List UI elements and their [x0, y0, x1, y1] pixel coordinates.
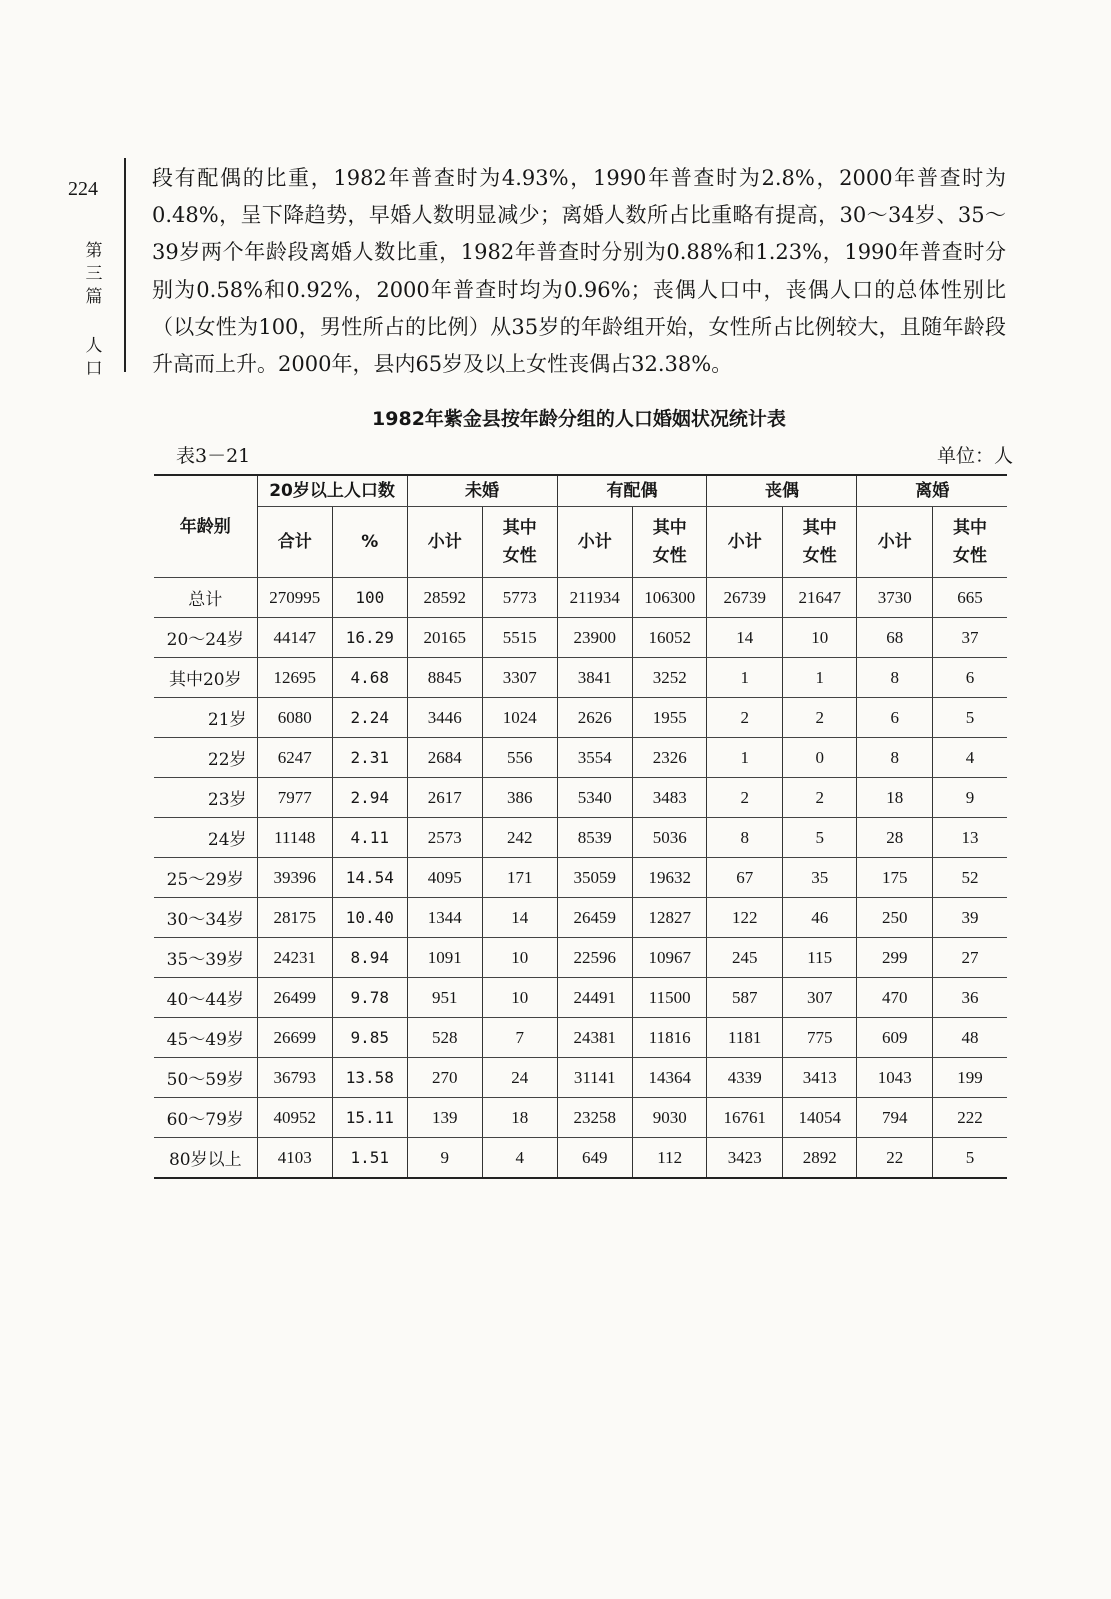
widowed-female-cell: 3413 [782, 1058, 856, 1098]
total-cell: 6080 [257, 698, 333, 738]
table-row [154, 1098, 1007, 1138]
married-female-cell: 10967 [633, 938, 707, 978]
age-cell: 35～39岁 [154, 938, 257, 978]
divorced-cell: 68 [857, 618, 933, 658]
marriage-status-table [154, 474, 1007, 1179]
header-widowed-female: 其中 女性 [782, 507, 856, 578]
total-cell: 26699 [257, 1018, 333, 1058]
percent-cell: 4.11 [333, 818, 407, 858]
percent-cell: 16.29 [333, 618, 407, 658]
percent-cell: 9.78 [333, 978, 407, 1018]
unmarried-cell: 20165 [407, 618, 483, 658]
unmarried-female-cell: 24 [483, 1058, 557, 1098]
percent-cell: 2.31 [333, 738, 407, 778]
divorced-cell: 794 [857, 1098, 933, 1138]
widowed-cell: 245 [707, 938, 783, 978]
widowed-cell: 3423 [707, 1138, 783, 1179]
divorced-cell: 250 [857, 898, 933, 938]
divorced-cell: 299 [857, 938, 933, 978]
widowed-female-cell: 2892 [782, 1138, 856, 1179]
unmarried-cell: 3446 [407, 698, 483, 738]
divorced-cell: 175 [857, 858, 933, 898]
header-unmarried-female: 其中 女性 [483, 507, 557, 578]
table-unit: 单位：人 [936, 445, 1013, 467]
table-row [154, 858, 1007, 898]
divorced-cell: 1043 [857, 1058, 933, 1098]
table-row [154, 578, 1007, 618]
age-cell: 24岁 [154, 818, 257, 858]
header-divorced-subtotal: 小计 [857, 507, 933, 578]
married-female-cell: 1955 [633, 698, 707, 738]
married-cell: 23258 [557, 1098, 633, 1138]
table-row [154, 738, 1007, 778]
divorced-female-cell: 222 [932, 1098, 1007, 1138]
widowed-cell: 14 [707, 618, 783, 658]
unmarried-cell: 1344 [407, 898, 483, 938]
age-cell: 22岁 [154, 738, 257, 778]
section-label [84, 240, 104, 381]
widowed-female-cell: 10 [782, 618, 856, 658]
married-female-cell: 9030 [633, 1098, 707, 1138]
divorced-female-cell: 5 [932, 1138, 1007, 1179]
age-cell: 25～29岁 [154, 858, 257, 898]
divorced-female-cell: 9 [932, 778, 1007, 818]
margin-rule [124, 158, 126, 372]
divorced-female-cell: 37 [932, 618, 1007, 658]
header-percent: % [333, 507, 407, 578]
married-cell: 35059 [557, 858, 633, 898]
unmarried-female-cell: 4 [483, 1138, 557, 1179]
total-cell: 28175 [257, 898, 333, 938]
unmarried-cell: 2684 [407, 738, 483, 778]
widowed-cell: 4339 [707, 1058, 783, 1098]
table-row [154, 698, 1007, 738]
married-female-cell: 14364 [633, 1058, 707, 1098]
unmarried-female-cell: 10 [483, 978, 557, 1018]
unmarried-cell: 8845 [407, 658, 483, 698]
widowed-cell: 1181 [707, 1018, 783, 1058]
age-cell: 80岁以上 [154, 1138, 257, 1179]
married-cell: 211934 [557, 578, 633, 618]
table-row [154, 898, 1007, 938]
unmarried-cell: 2573 [407, 818, 483, 858]
age-cell: 23岁 [154, 778, 257, 818]
divorced-female-cell: 665 [932, 578, 1007, 618]
header-total: 合计 [257, 507, 333, 578]
divorced-cell: 3730 [857, 578, 933, 618]
unmarried-female-cell: 10 [483, 938, 557, 978]
married-cell: 31141 [557, 1058, 633, 1098]
percent-cell: 15.11 [333, 1098, 407, 1138]
widowed-cell: 26739 [707, 578, 783, 618]
unmarried-female-cell: 556 [483, 738, 557, 778]
unmarried-female-cell: 242 [483, 818, 557, 858]
unmarried-female-cell: 3307 [483, 658, 557, 698]
unmarried-cell: 2617 [407, 778, 483, 818]
unmarried-cell: 28592 [407, 578, 483, 618]
married-cell: 24381 [557, 1018, 633, 1058]
widowed-female-cell: 0 [782, 738, 856, 778]
unmarried-cell: 1091 [407, 938, 483, 978]
table-row [154, 978, 1007, 1018]
unmarried-female-cell: 171 [483, 858, 557, 898]
header-divorced-female: 其中 女性 [932, 507, 1007, 578]
total-cell: 40952 [257, 1098, 333, 1138]
percent-cell: 1.51 [333, 1138, 407, 1179]
widowed-cell: 587 [707, 978, 783, 1018]
percent-cell: 13.58 [333, 1058, 407, 1098]
married-female-cell: 19632 [633, 858, 707, 898]
divorced-cell: 6 [857, 698, 933, 738]
percent-cell: 10.40 [333, 898, 407, 938]
table-body [154, 578, 1007, 1179]
table-row [154, 938, 1007, 978]
total-cell: 26499 [257, 978, 333, 1018]
age-cell: 60～79岁 [154, 1098, 257, 1138]
table-number: 表3－21 [176, 445, 251, 467]
total-cell: 12695 [257, 658, 333, 698]
total-cell: 7977 [257, 778, 333, 818]
unmarried-female-cell: 7 [483, 1018, 557, 1058]
header-divorced-group: 离婚 [857, 475, 1007, 507]
divorced-female-cell: 48 [932, 1018, 1007, 1058]
header-unmarried-group: 未婚 [407, 475, 557, 507]
unmarried-cell: 9 [407, 1138, 483, 1179]
divorced-cell: 22 [857, 1138, 933, 1179]
percent-cell: 14.54 [333, 858, 407, 898]
unmarried-cell: 139 [407, 1098, 483, 1138]
divorced-female-cell: 199 [932, 1058, 1007, 1098]
divorced-female-cell: 5 [932, 698, 1007, 738]
married-cell: 26459 [557, 898, 633, 938]
married-cell: 23900 [557, 618, 633, 658]
total-cell: 11148 [257, 818, 333, 858]
married-cell: 24491 [557, 978, 633, 1018]
married-female-cell: 112 [633, 1138, 707, 1179]
chapter-name: 人口 [85, 336, 103, 379]
age-cell: 其中20岁 [154, 658, 257, 698]
age-cell: 20～24岁 [154, 618, 257, 658]
table-row [154, 778, 1007, 818]
total-cell: 39396 [257, 858, 333, 898]
age-cell: 40～44岁 [154, 978, 257, 1018]
unmarried-cell: 951 [407, 978, 483, 1018]
married-cell: 2626 [557, 698, 633, 738]
percent-cell: 2.94 [333, 778, 407, 818]
header-widowed-group: 丧偶 [707, 475, 857, 507]
married-female-cell: 16052 [633, 618, 707, 658]
unmarried-female-cell: 18 [483, 1098, 557, 1138]
widowed-female-cell: 775 [782, 1018, 856, 1058]
widowed-cell: 1 [707, 658, 783, 698]
widowed-female-cell: 35 [782, 858, 856, 898]
header-population-group: 20岁以上人口数 [257, 475, 407, 507]
percent-cell: 100 [333, 578, 407, 618]
page-number: 224 [68, 178, 98, 200]
married-female-cell: 3252 [633, 658, 707, 698]
header-age: 年龄别 [154, 475, 257, 578]
table-row [154, 1058, 1007, 1098]
widowed-cell: 2 [707, 778, 783, 818]
percent-cell: 2.24 [333, 698, 407, 738]
widowed-female-cell: 5 [782, 818, 856, 858]
married-female-cell: 11816 [633, 1018, 707, 1058]
table-row [154, 1018, 1007, 1058]
section-name: 第三篇 [85, 241, 103, 307]
divorced-female-cell: 52 [932, 858, 1007, 898]
header-married-female: 其中 女性 [633, 507, 707, 578]
divorced-female-cell: 39 [932, 898, 1007, 938]
age-cell: 30～34岁 [154, 898, 257, 938]
divorced-cell: 8 [857, 738, 933, 778]
widowed-female-cell: 307 [782, 978, 856, 1018]
total-cell: 6247 [257, 738, 333, 778]
widowed-female-cell: 46 [782, 898, 856, 938]
widowed-cell: 2 [707, 698, 783, 738]
age-cell: 45～49岁 [154, 1018, 257, 1058]
widowed-female-cell: 2 [782, 698, 856, 738]
divorced-cell: 18 [857, 778, 933, 818]
table-header [154, 475, 1007, 578]
unmarried-female-cell: 386 [483, 778, 557, 818]
table-row [154, 618, 1007, 658]
married-cell: 8539 [557, 818, 633, 858]
married-cell: 3554 [557, 738, 633, 778]
unmarried-female-cell: 14 [483, 898, 557, 938]
widowed-female-cell: 21647 [782, 578, 856, 618]
married-female-cell: 3483 [633, 778, 707, 818]
widowed-cell: 1 [707, 738, 783, 778]
table-row [154, 1138, 1007, 1179]
widowed-female-cell: 2 [782, 778, 856, 818]
widowed-cell: 16761 [707, 1098, 783, 1138]
divorced-cell: 609 [857, 1018, 933, 1058]
married-cell: 649 [557, 1138, 633, 1179]
divorced-cell: 470 [857, 978, 933, 1018]
married-female-cell: 11500 [633, 978, 707, 1018]
unmarried-cell: 4095 [407, 858, 483, 898]
divorced-cell: 28 [857, 818, 933, 858]
divorced-female-cell: 4 [932, 738, 1007, 778]
married-cell: 22596 [557, 938, 633, 978]
unmarried-female-cell: 5773 [483, 578, 557, 618]
age-cell: 总计 [154, 578, 257, 618]
divorced-female-cell: 6 [932, 658, 1007, 698]
widowed-female-cell: 14054 [782, 1098, 856, 1138]
total-cell: 36793 [257, 1058, 333, 1098]
married-female-cell: 5036 [633, 818, 707, 858]
married-female-cell: 2326 [633, 738, 707, 778]
total-cell: 44147 [257, 618, 333, 658]
divorced-cell: 8 [857, 658, 933, 698]
unmarried-cell: 528 [407, 1018, 483, 1058]
table-row [154, 658, 1007, 698]
header-married-subtotal: 小计 [557, 507, 633, 578]
divorced-female-cell: 36 [932, 978, 1007, 1018]
married-female-cell: 12827 [633, 898, 707, 938]
age-cell: 50～59岁 [154, 1058, 257, 1098]
widowed-cell: 67 [707, 858, 783, 898]
total-cell: 24231 [257, 938, 333, 978]
divorced-female-cell: 27 [932, 938, 1007, 978]
total-cell: 4103 [257, 1138, 333, 1179]
header-married-group: 有配偶 [557, 475, 707, 507]
total-cell: 270995 [257, 578, 333, 618]
body-paragraph: 段有配偶的比重，1982年普查时为4.93%，1990年普查时为2.8%，2000年普查时为0.48%，呈下降趋势，早婚人数明显减少；离婚人数所占比重略有提高，30～34岁、35～39岁两个年龄段离婚人数比重，1982年普查时分别为0.88%和1.23%，1990年普查时分别为0.58%和0.92%，2000年普查时均为0.96%；丧偶人口中，丧偶人口的总体性别比（以女性为100，男性所占的比例）从35岁的年龄组开始，女性所占比例较大，且随年龄段升高而上升。2000年，县内65岁及以上女性丧偶占32.38%。 [152, 166, 1006, 377]
married-cell: 3841 [557, 658, 633, 698]
widowed-female-cell: 1 [782, 658, 856, 698]
married-female-cell: 106300 [633, 578, 707, 618]
header-unmarried-subtotal: 小计 [407, 507, 483, 578]
unmarried-cell: 270 [407, 1058, 483, 1098]
percent-cell: 4.68 [333, 658, 407, 698]
widowed-cell: 8 [707, 818, 783, 858]
table-row [154, 818, 1007, 858]
percent-cell: 8.94 [333, 938, 407, 978]
widowed-female-cell: 115 [782, 938, 856, 978]
unmarried-female-cell: 5515 [483, 618, 557, 658]
age-cell: 21岁 [154, 698, 257, 738]
percent-cell: 9.85 [333, 1018, 407, 1058]
table-title: 1982年紫金县按年龄分组的人口婚姻状况统计表 [372, 408, 786, 430]
divorced-female-cell: 13 [932, 818, 1007, 858]
header-widowed-subtotal: 小计 [707, 507, 783, 578]
unmarried-female-cell: 1024 [483, 698, 557, 738]
widowed-cell: 122 [707, 898, 783, 938]
married-cell: 5340 [557, 778, 633, 818]
